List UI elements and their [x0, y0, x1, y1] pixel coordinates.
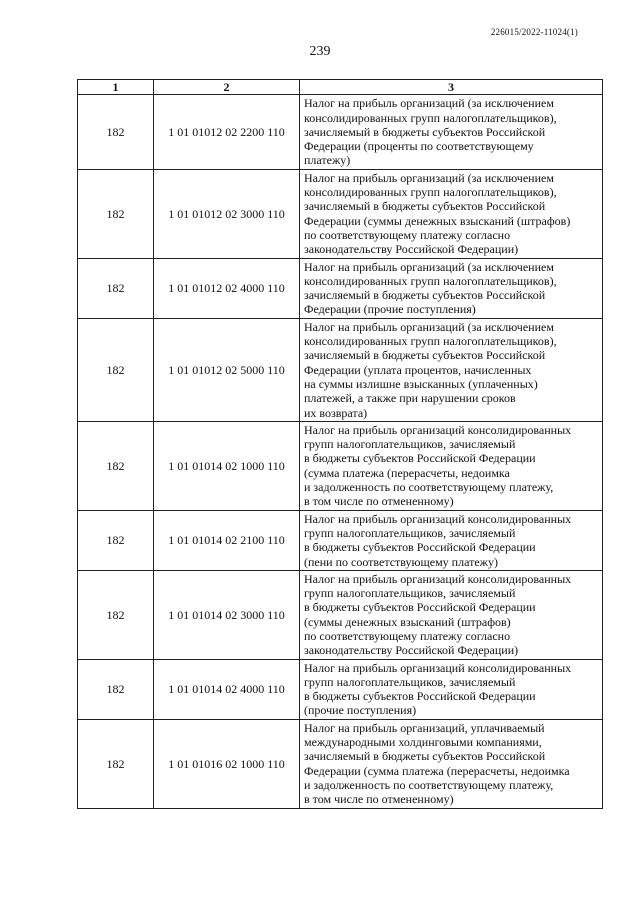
budget-classification-code-cell: 1 01 01014 02 3000 110: [154, 570, 300, 659]
table-row: [78, 659, 603, 719]
revenue-name-line: групп налогоплательщиков, зачисляемый: [304, 674, 516, 689]
column-header-1: 1: [78, 80, 154, 95]
revenue-name-line: платежу): [304, 153, 351, 168]
table-row: [78, 510, 603, 570]
revenue-name-line: в том числе по отмененному): [304, 792, 454, 807]
revenue-name-line: зачисляемый в бюджеты субъектов Российской: [304, 288, 546, 303]
revenue-name-line: законодательству Российской Федерации): [304, 242, 519, 257]
revenue-name-line: по соответствующему платежу согласно: [304, 628, 511, 643]
revenue-name-line: групп налогоплательщиков, зачисляемый: [304, 525, 516, 540]
budget-classification-code-cell: 1 01 01014 02 2100 110: [154, 510, 300, 570]
admin-code-cell: 182: [78, 318, 154, 421]
revenue-name-line: в бюджеты субъектов Российской Федерации: [304, 540, 536, 555]
revenue-name-line: зачисляемый в бюджеты субъектов Российской: [304, 124, 546, 139]
page-number: 239: [309, 44, 331, 59]
revenue-name-line: Налог на прибыль организаций, уплачиваемый: [304, 720, 545, 735]
column-header-3: 3: [300, 80, 603, 95]
revenue-name-line: Налог на прибыль организаций консолидированных: [304, 422, 572, 437]
revenue-name-line: консолидированных групп налогоплательщиков),: [304, 110, 557, 125]
table-row: [78, 95, 603, 169]
revenue-name-cell: [300, 719, 603, 808]
document-id: 226015/2022-11024(1): [490, 27, 578, 37]
revenue-name-line: законодательству Российской Федерации): [304, 643, 519, 658]
revenue-name-line: консолидированных групп налогоплательщиков),: [304, 273, 557, 288]
revenue-name-line: зачисляемый в бюджеты субъектов Российской: [304, 199, 546, 214]
budget-classification-code-cell: 1 01 01012 02 5000 110: [154, 318, 300, 421]
revenue-name-line: Налог на прибыль организаций (за исключением: [304, 319, 554, 334]
revenue-name-line: Налог на прибыль организаций консолидированных: [304, 511, 572, 526]
revenue-name-line: (прочие поступления): [304, 703, 417, 718]
revenue-name-line: зачисляемый в бюджеты субъектов Российской: [304, 348, 546, 363]
admin-code-cell: 182: [78, 719, 154, 808]
revenue-name-line: Налог на прибыль организаций (за исключением: [304, 259, 554, 274]
table-body: [78, 95, 603, 808]
budget-classification-code-cell: 1 01 01012 02 2200 110: [154, 95, 300, 169]
table-row: [78, 719, 603, 808]
revenue-name-line: Налог на прибыль организаций (за исключением: [304, 96, 554, 111]
table-row: [78, 318, 603, 421]
revenue-name-line: в бюджеты субъектов Российской Федерации: [304, 451, 536, 466]
revenue-name-line: Федерации (уплата процентов, начисленных: [304, 362, 532, 377]
revenue-name-cell: [300, 570, 603, 659]
revenue-name-line: групп налогоплательщиков, зачисляемый: [304, 437, 516, 452]
admin-code-cell: 182: [78, 258, 154, 318]
revenue-name-line: (суммы денежных взысканий (штрафов): [304, 614, 511, 629]
revenue-name-line: на суммы излишне взысканных (уплаченных): [304, 376, 538, 391]
admin-code-cell: 182: [78, 169, 154, 258]
admin-code-cell: 182: [78, 659, 154, 719]
revenue-name-line: в бюджеты субъектов Российской Федерации: [304, 689, 536, 704]
revenue-name-line: Федерации (суммы денежных взысканий (штрафов): [304, 213, 571, 228]
table-row: [78, 570, 603, 659]
budget-classification-code-cell: 1 01 01014 02 1000 110: [154, 421, 300, 510]
revenue-name-line: и задолженность по соответствующему платежу,: [304, 480, 554, 495]
revenue-name-line: зачисляемый в бюджеты субъектов Российской: [304, 749, 546, 764]
table-row: [78, 421, 603, 510]
revenue-name-cell: [300, 421, 603, 510]
revenue-name-cell: [300, 258, 603, 318]
revenue-name-cell: [300, 169, 603, 258]
revenue-name-cell: [300, 318, 603, 421]
column-header-2: 2: [154, 80, 300, 95]
revenue-name-line: по соответствующему платежу согласно: [304, 227, 511, 242]
revenue-name-line: Налог на прибыль организаций консолидированных: [304, 660, 572, 675]
revenue-name-cell: [300, 659, 603, 719]
budget-classification-code-cell: 1 01 01012 02 3000 110: [154, 169, 300, 258]
budget-classification-code-cell: 1 01 01012 02 4000 110: [154, 258, 300, 318]
budget-classification-code-cell: 1 01 01016 02 1000 110: [154, 719, 300, 808]
revenue-name-line: (сумма платежа (перерасчеты, недоимка: [304, 465, 510, 480]
revenue-name-line: платежей, а также при нарушении сроков: [304, 391, 516, 406]
revenue-name-line: в том числе по отмененному): [304, 494, 454, 509]
admin-code-cell: 182: [78, 510, 154, 570]
revenue-name-line: консолидированных групп налогоплательщиков),: [304, 185, 557, 200]
table-header-row: [78, 80, 603, 95]
revenue-name-line: международными холдинговыми компаниями,: [304, 735, 542, 750]
admin-code-cell: 182: [78, 421, 154, 510]
table-row: [78, 169, 603, 258]
revenue-name-line: Налог на прибыль организаций консолидированных: [304, 571, 572, 586]
admin-code-cell: 182: [78, 570, 154, 659]
revenue-name-line: групп налогоплательщиков, зачисляемый: [304, 586, 516, 601]
revenue-name-line: в бюджеты субъектов Российской Федерации: [304, 600, 536, 615]
revenue-name-line: Федерации (проценты по соответствующему: [304, 139, 534, 154]
revenue-name-line: (пени по соответствующему платежу): [304, 554, 498, 569]
revenue-name-line: Федерации (сумма платежа (перерасчеты, недоимка: [304, 763, 570, 778]
revenue-name-line: их возврата): [304, 405, 368, 420]
revenue-name-line: консолидированных групп налогоплательщиков),: [304, 334, 557, 349]
table-row: [78, 258, 603, 318]
revenue-name-cell: [300, 95, 603, 169]
admin-code-cell: 182: [78, 95, 154, 169]
revenue-name-line: Налог на прибыль организаций (за исключением: [304, 170, 554, 185]
revenue-codes-table: [77, 79, 603, 809]
revenue-name-cell: [300, 510, 603, 570]
revenue-name-line: и задолженность по соответствующему платежу,: [304, 777, 554, 792]
budget-classification-code-cell: 1 01 01014 02 4000 110: [154, 659, 300, 719]
revenue-name-line: Федерации (прочие поступления): [304, 302, 476, 317]
